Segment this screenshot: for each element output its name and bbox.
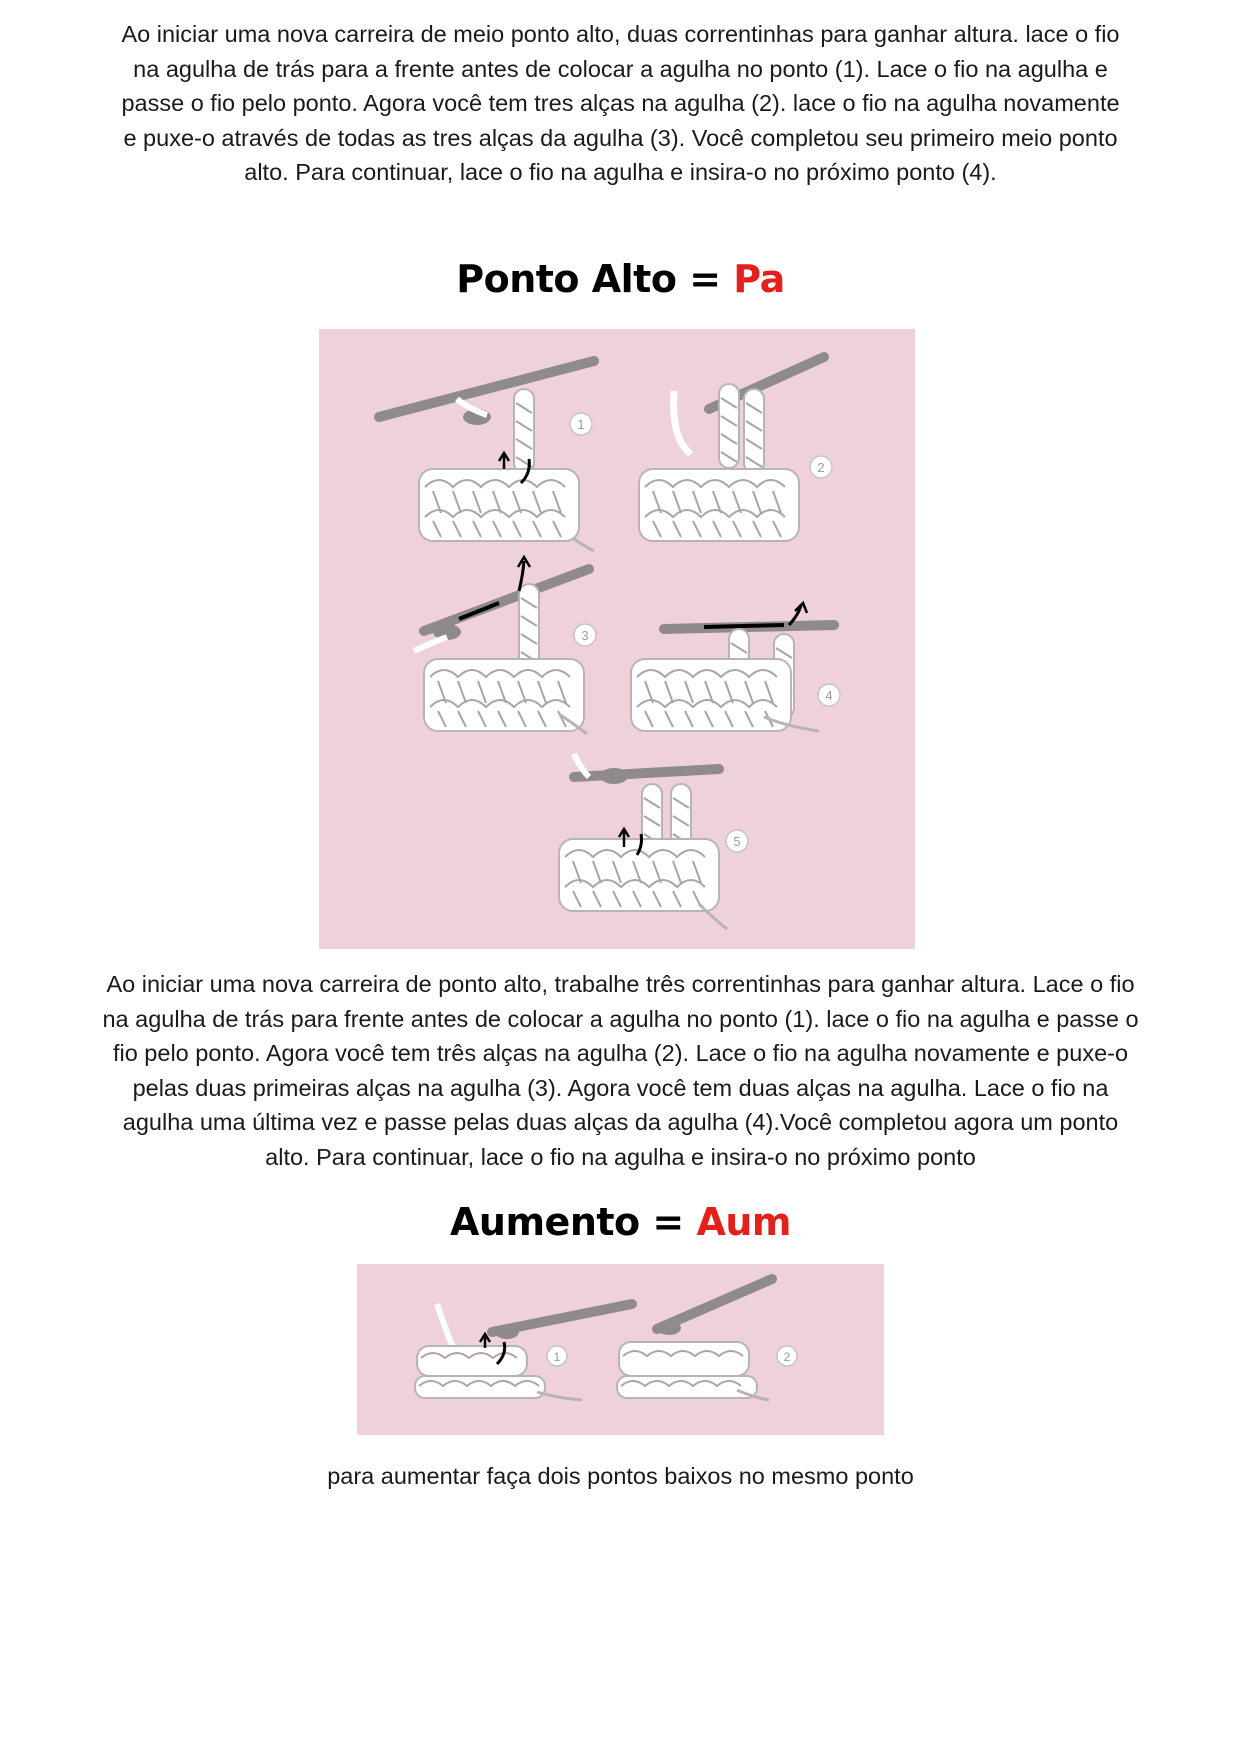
step-4-illustration [631, 603, 840, 731]
step-5-illustration [559, 754, 748, 929]
step-number: 4 [825, 688, 833, 703]
description-line: pelas duas primeiras alças na agulha (3). Agora você tem duas alças na agulha. Lace o fio na [132, 1074, 1109, 1101]
heading-abbreviation: Aum [696, 1200, 792, 1244]
aumento-heading [0, 1200, 1241, 1244]
intro-line: na agulha de trás para a frente antes de colocar a agulha no ponto (1). Lace o fio na agulha e [133, 55, 1108, 82]
heading-title: Aumento [449, 1200, 640, 1244]
ponto-alto-diagram [319, 329, 915, 949]
intro-line: passe o fio pelo ponto. Agora você tem tres alças na agulha (2). lace o fio na agulha novamente [121, 90, 1120, 116]
heading-equals: = [652, 1200, 684, 1244]
ponto-alto-heading [0, 257, 1241, 301]
step-2-illustration [639, 357, 832, 541]
intro-line: alto. Para continuar, lace o fio na agulha e insira-o no próximo ponto (4). [244, 159, 997, 185]
description-line: Ao iniciar uma nova carreira de ponto alto, trabalhe três correntinhas para ganhar altura. Lace o fio [106, 971, 1135, 997]
step-number: 1 [553, 1350, 561, 1364]
aumento-step-1 [415, 1304, 632, 1400]
step-number: 2 [783, 1350, 791, 1364]
ponto-alto-description [0, 967, 1241, 1174]
ponto-alto-illustration [319, 329, 915, 949]
aumento-step-2 [617, 1279, 797, 1400]
step-number: 3 [581, 628, 589, 643]
aumento-illustration [357, 1264, 884, 1435]
aumento-diagram [357, 1264, 884, 1435]
heading-title: Ponto Alto [456, 257, 677, 301]
description-line: fio pelo ponto. Agora você tem três alças na agulha (2). Lace o fio na agulha novamente e puxe-o [112, 1040, 1129, 1066]
intro-line: Ao iniciar uma nova carreira de meio ponto alto, duas correntinhas para ganhar altura. lace o fio [121, 21, 1120, 47]
step-1-illustration [379, 361, 594, 551]
step-number: 2 [817, 460, 825, 475]
heading-equals: = [689, 257, 721, 301]
aumento-note: para aumentar faça dois pontos baixos no mesmo ponto [327, 1463, 914, 1489]
intro-paragraph [0, 17, 1241, 190]
description-line: agulha uma última vez e passe pelas duas alças da agulha (4).Você completou agora um ponto [122, 1109, 1119, 1135]
step-number: 5 [733, 834, 741, 849]
step-number: 1 [577, 417, 585, 432]
step-3-illustration [414, 557, 596, 734]
description-line: na agulha de trás para frente antes de colocar a agulha no ponto (1). lace o fio na agulha e passe o [102, 1005, 1139, 1032]
intro-line: e puxe-o através de todas as tres alças da agulha (3). Você completou seu primeiro meio ponto [123, 124, 1118, 151]
description-line: alto. Para continuar, lace o fio na agulha e insira-o no próximo ponto [265, 1143, 976, 1170]
heading-abbreviation: Pa [733, 257, 785, 301]
